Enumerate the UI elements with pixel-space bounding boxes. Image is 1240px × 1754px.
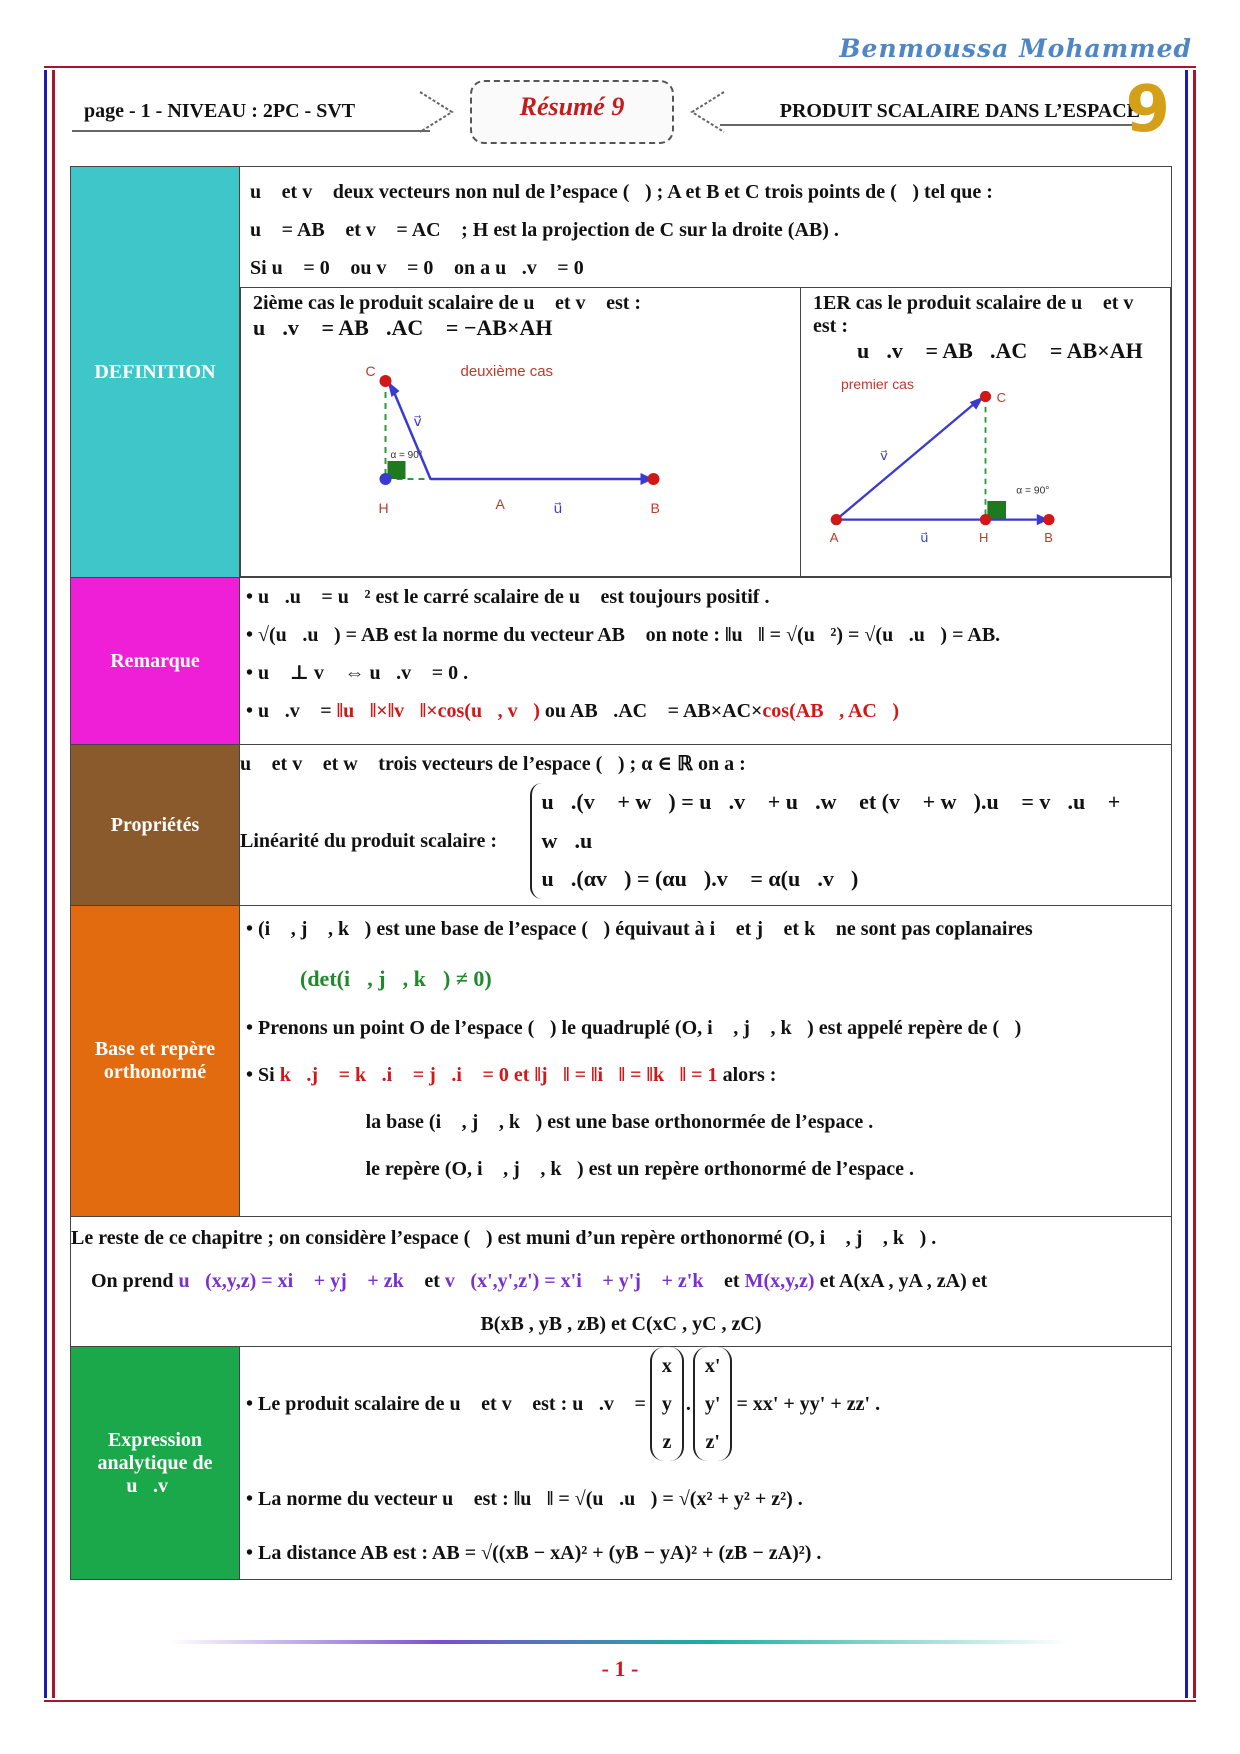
case2-vec-v: v⃗ xyxy=(413,413,422,429)
case2-formula: u⃗.v⃗ = AB⃗.AC⃗ = −AB×AH xyxy=(253,315,553,340)
decorative-rule xyxy=(170,1640,1070,1644)
case2-point-b: B xyxy=(650,500,660,516)
base-item-3: • Si k⃗.j⃗ = k⃗.i⃗ = j⃗.i⃗ = 0 et ‖j⃗‖ = ‖i⃗‖ = ‖k⃗‖ = 1 alors : xyxy=(246,1063,777,1086)
case1-figure xyxy=(813,364,1158,554)
base-b3-suffix: alors : xyxy=(722,1063,777,1086)
remarque-last-cos: cos xyxy=(762,700,790,722)
base-det: (det(i⃗, j⃗, k⃗) ≠ 0) xyxy=(300,966,492,991)
remarque-last-angle1: (u⃗, v⃗) xyxy=(464,700,540,722)
remarque-item-1: • u⃗.u⃗ = u⃗² est le carré scalaire de u⃗ est toujours positif . xyxy=(246,586,770,608)
base-item-1: • (i⃗ , j⃗ , k⃗) est une base de l’espace (ℰ) équivaut à i⃗ et j⃗ et k⃗ ne sont pas coplanaires xyxy=(246,918,1033,940)
badge-text: Résumé 9 xyxy=(519,92,625,121)
matrix-u-x: x xyxy=(661,1355,672,1377)
matrix-u-y: y xyxy=(661,1393,672,1415)
case1-angle-label: α = 90° xyxy=(1016,485,1050,497)
reste-et-2: et xyxy=(724,1270,740,1292)
case1-point-b: B xyxy=(1044,529,1053,545)
remarque-item-3: • u⃗ ⊥ v⃗ ⇔ u⃗.v⃗ = 0 . xyxy=(246,662,469,684)
base-sub-1: ❖ la base (i⃗ , j⃗ , k⃗) est une base orthonormée de l’espace . xyxy=(340,1110,874,1133)
definition-label: DEFINITION xyxy=(71,167,240,578)
reste-line2 xyxy=(71,1260,1171,1303)
matrix-u xyxy=(650,1347,684,1461)
remarque-last-prefix: u⃗.v⃗ = xyxy=(258,700,332,722)
remarque-last-norms: ‖u⃗‖×‖v⃗‖×cos xyxy=(336,700,465,722)
header-level-text: page - 1 - NIVEAU : 2PC - SVT xyxy=(84,100,356,122)
base-sub-2: ❖ le repère (O, i⃗ , j⃗ , k⃗) est un repère orthonormé de l’espace . xyxy=(340,1157,914,1180)
header-title: PRODUIT SCALAIRE DANS L’ESPACE xyxy=(720,96,1160,126)
definition-line2: u⃗ = AB⃗ et v⃗ = AC⃗ ; H est la projection de C sur la droite (AB) . xyxy=(250,219,839,241)
reste-line1: Le reste de ce chapitre ; on considère l’espace (ℰ) est muni d’un repère orthonormé (O, i⃗ , j⃗ , k⃗) . xyxy=(71,1227,937,1249)
linearite-eq1: u⃗.(v⃗ + w⃗) = u⃗.v⃗ + u⃗.w⃗ et (v⃗ + w⃗).u⃗ = v⃗.u⃗ + w⃗.u⃗ xyxy=(541,789,1121,853)
case1-point-c: C xyxy=(996,390,1007,406)
remarque-last-angle2: (AB⃗, AC⃗) xyxy=(789,700,900,722)
expression-label: Expression analytique de u⃗.v⃗ xyxy=(71,1347,240,1580)
base-item-2: • Prenons un point O de l’espace (ℰ) le quadruplé (O, i⃗ , j⃗ , k⃗) est appelé repère de (ℰ) xyxy=(246,1016,1022,1039)
remarque-item-4: • u⃗.v⃗ = ‖u⃗‖×‖v⃗‖×cos(u⃗, v⃗) ou AB⃗.AC⃗ = AB×AC×cos(AB⃗, AC⃗) xyxy=(246,700,900,722)
case2-figure xyxy=(253,341,788,551)
remarque-content xyxy=(240,578,1172,745)
case1-point-a: A xyxy=(829,529,839,545)
case2-point-a: A xyxy=(495,496,505,512)
expression-result: = xx' + yy' + zz' . xyxy=(736,1393,881,1415)
case2-point-h: H xyxy=(378,500,389,516)
proprietes-label: Propriétés xyxy=(71,745,240,906)
case2-cell xyxy=(241,288,801,577)
base-text-1: (i⃗ , j⃗ , k⃗) est une base de l’espace (ℰ) équivaut à i⃗ et j⃗ et k⃗ ne sont pas coplanaires xyxy=(258,918,1033,940)
linearite-block xyxy=(240,783,1171,899)
expression-item-2: • La norme du vecteur u⃗ est : ‖u⃗‖ = √(u⃗.u⃗) = √(x² + y² + z²) . xyxy=(246,1488,803,1510)
remarque-text-2: √(u⃗.u⃗) = AB est la norme du vecteur AB⃗ on note : ‖u⃗‖ = √(u⃗²) = √(u⃗.u⃗) = AB. xyxy=(258,624,1001,646)
expression-row xyxy=(71,1347,1172,1580)
remarque-text-1: u⃗.u⃗ = u⃗² est le carré scalaire de u⃗ est toujours positif . xyxy=(258,586,770,608)
reste-vector-u: u⃗(x,y,z) = xi⃗ + yj⃗ + zk⃗ xyxy=(178,1270,420,1292)
top-rule xyxy=(44,66,1196,68)
header-left xyxy=(72,96,430,132)
base-text-2: Prenons un point O de l’espace (ℰ) le quadruplé (O, i⃗ , j⃗ , k⃗) est appelé repère de (ℰ) xyxy=(258,1016,1022,1039)
right-frame xyxy=(1185,70,1196,1698)
case1-vec-v: v⃗ xyxy=(880,447,888,463)
remarque-label: Remarque xyxy=(71,578,240,745)
expression-content xyxy=(240,1347,1172,1580)
matrix-v-z: z' xyxy=(705,1431,720,1453)
proprietes-row xyxy=(71,745,1172,906)
expression-item-1: • Le produit scalaire de u⃗ et v⃗ est : u⃗.v⃗ = x y z . x' y' z' = xx' + yy' + zz' . xyxy=(240,1347,1171,1461)
definition-content xyxy=(240,167,1172,578)
case2-fig-title: deuxième cas xyxy=(460,363,554,380)
reste-point-m: M(x,y,z) xyxy=(744,1270,815,1292)
case2-angle-label: α = 90° xyxy=(390,450,423,461)
base-sub-text-1: la base (i⃗ , j⃗ , k⃗) est une base orthonormée de l’espace . xyxy=(365,1110,874,1133)
reste-prefix: On prend xyxy=(91,1270,174,1292)
expression-text-1: Le produit scalaire de u⃗ et v⃗ est : u⃗.v⃗ = xyxy=(258,1393,646,1415)
summary-table xyxy=(70,166,1172,1580)
base-sub-text-2: le repère (O, i⃗ , j⃗ , k⃗) est un repère orthonormé de l’espace . xyxy=(365,1157,914,1180)
case2-title: 2ième cas le produit scalaire de u⃗ et v⃗ est : xyxy=(253,292,642,314)
case2-point-c: C xyxy=(365,363,376,379)
expression-text-2: La norme du vecteur u⃗ est : ‖u⃗‖ = √(u⃗.u⃗) = √(x² + y² + z²) . xyxy=(258,1488,803,1510)
remarque-text-3: u⃗ ⊥ v⃗ ⇔ u⃗.v⃗ = 0 . xyxy=(258,662,469,684)
definition-line1: u⃗ et v⃗ deux vecteurs non nul de l’espace (ℰ) ; A et B et C trois points de (ℰ) tel que : xyxy=(250,181,993,203)
remarque-last-mid: ou AB⃗.AC⃗ = AB×AC× xyxy=(539,700,763,722)
logo-nine: 9 xyxy=(1125,73,1170,147)
reste-vector-v: v⃗(x',y',z') = x'i⃗ + y'j⃗ + z'k⃗ xyxy=(444,1270,720,1292)
definition-row xyxy=(71,167,1172,578)
base-b3-condition: k⃗.j⃗ = k⃗.i⃗ = j⃗.i⃗ = 0 et ‖j⃗‖ = ‖i⃗‖ = ‖k⃗‖ = 1 xyxy=(279,1063,718,1086)
linearite-label: Linéarité du produit scalaire : xyxy=(240,829,498,852)
case1-formula: u⃗.v⃗ = AB⃗.AC⃗ = AB×AH xyxy=(857,338,1143,363)
page-header xyxy=(72,73,1170,147)
author-name: Benmoussa Mohammed xyxy=(839,34,1192,63)
case2-vec-u: u⃗ xyxy=(553,500,563,516)
case1-vec-u: u⃗ xyxy=(920,529,929,545)
linearite-eq2: u⃗.(αv⃗) = (αu⃗).v⃗ = α(u⃗.v⃗) xyxy=(541,866,859,891)
linearite-equations xyxy=(530,783,1171,899)
expression-matrices: x y z . x' y' z' xyxy=(650,1347,733,1461)
matrix-v-y: y' xyxy=(704,1393,721,1415)
bottom-rule xyxy=(44,1700,1196,1702)
base-b3-prefix: Si xyxy=(258,1063,275,1086)
matrix-v xyxy=(693,1347,733,1461)
proprietes-content xyxy=(240,745,1172,906)
resume-badge xyxy=(470,80,674,144)
reste-content xyxy=(71,1217,1172,1347)
left-frame xyxy=(44,70,55,1698)
case1-cell xyxy=(801,288,1171,577)
matrix-u-z: z xyxy=(662,1431,672,1453)
definition-line3: Si u⃗ = 0⃗ ou v⃗ = 0⃗ on a u⃗.v⃗ = 0 xyxy=(250,257,584,279)
expression-item-3: • La distance AB est : AB = √((xB − xA)² + (yB − yA)² + (zB − zA)²) . xyxy=(246,1542,822,1564)
case1-point-h: H xyxy=(978,529,989,545)
page-number: - 1 - xyxy=(601,1656,639,1681)
chevron-right-icon xyxy=(412,86,472,138)
reste-point-a: et A(xA , yA , zA) et xyxy=(819,1270,988,1292)
reste-row xyxy=(71,1217,1172,1347)
definition-cases xyxy=(240,287,1171,577)
remarque-item-2: • √(u⃗.u⃗) = AB est la norme du vecteur AB⃗ on note : ‖u⃗‖ = √(u⃗²) = √(u⃗.u⃗) = AB. xyxy=(246,624,1001,646)
reste-line3: B(xB , yB , zB) et C(xC , yC , zC) xyxy=(480,1313,762,1335)
case1-title: 1ER cas le produit scalaire de u⃗ et v⃗ est : xyxy=(813,292,1149,337)
case1-fig-title: premier cas xyxy=(840,376,914,393)
base-row xyxy=(71,906,1172,1217)
proprietes-line1: u⃗ et v⃗ et w⃗ trois vecteurs de l’espace (ℰ) ; α ∈ ℝ on a : xyxy=(240,753,746,775)
base-content xyxy=(240,906,1172,1217)
matrix-v-x: x' xyxy=(704,1355,721,1377)
remarque-row xyxy=(71,578,1172,745)
expression-text-3: La distance AB est : AB = √((xB − xA)² + (yB − yA)² + (zB − zA)²) . xyxy=(258,1542,822,1564)
base-label: Base et repère orthonormé xyxy=(71,906,240,1217)
reste-et-1: et xyxy=(424,1270,440,1292)
